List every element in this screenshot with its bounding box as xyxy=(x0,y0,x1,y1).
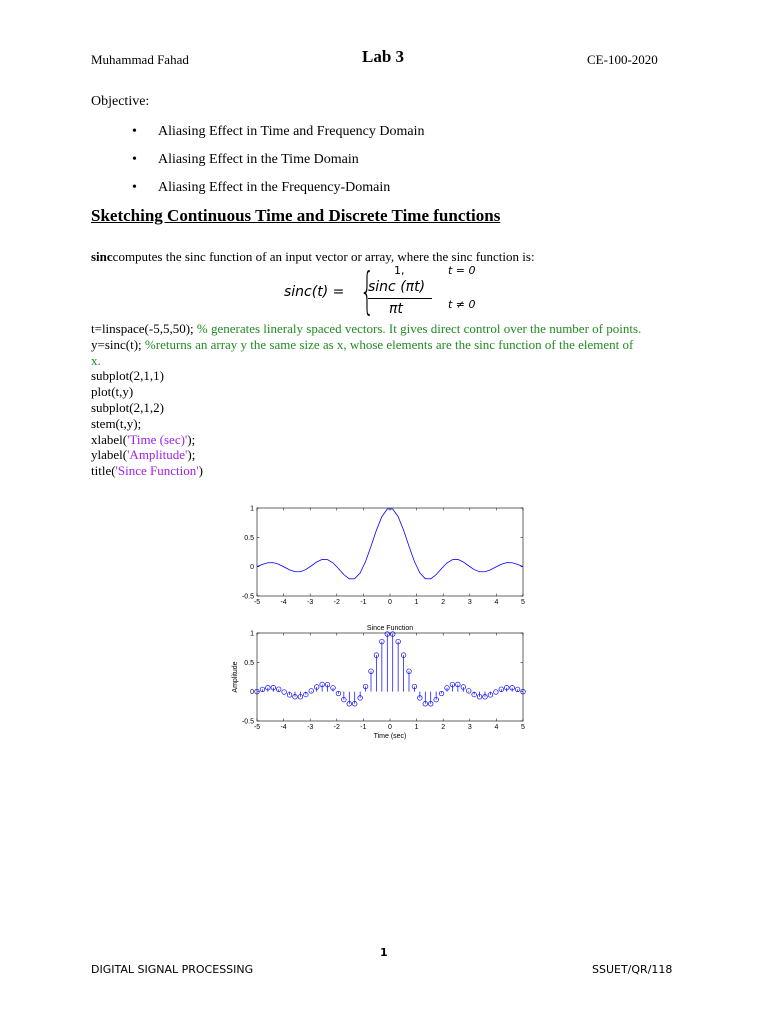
x-tick-label: 4 xyxy=(494,599,499,606)
roll-number: CE-100-2020 xyxy=(587,52,658,67)
x-tick-label: -1 xyxy=(360,599,367,606)
intro-text: computes the sinc function of an input vector or array, where the sinc function is: xyxy=(112,249,535,264)
x-tick-label: 1 xyxy=(414,724,419,731)
code-line xyxy=(91,447,691,463)
sinc-figure xyxy=(225,500,535,750)
footer-course: DIGITAL SIGNAL PROCESSING xyxy=(91,963,254,976)
footer-code: SSUET/QR/118 xyxy=(592,963,673,976)
equation-brace: { xyxy=(360,262,375,320)
y-tick-label: 1 xyxy=(250,505,254,513)
code-line: subplot(2,1,1) xyxy=(91,368,164,384)
plot-title: Since Function xyxy=(366,625,414,632)
x-tick-label: 3 xyxy=(467,599,472,606)
x-tick-label: -3 xyxy=(307,724,314,731)
code-text: ) xyxy=(198,463,203,479)
x-tick-label: -1 xyxy=(360,724,367,731)
x-tick-label: 2 xyxy=(441,724,446,731)
code-comment: %returns an array y the same size as x, whose elements are the sinc function of the element of xyxy=(144,336,634,352)
code-text: ); xyxy=(187,447,196,463)
objective-label: Objective: xyxy=(91,94,150,109)
code-line xyxy=(91,337,691,353)
x-tick-label: 2 xyxy=(441,599,446,606)
code-line: stem(t,y); xyxy=(91,415,142,431)
x-tick-label: -4 xyxy=(280,599,287,606)
code-line: subplot(2,1,2) xyxy=(91,399,164,415)
equation-lhs: sinc(t) = xyxy=(284,284,345,300)
x-tick-label: 1 xyxy=(414,599,419,606)
x-tick-label: -5 xyxy=(253,724,261,731)
code-comment: % generates lineraly spaced vectors. It gives direct control over the number of points. xyxy=(196,321,642,336)
y-tick-label: -0.5 xyxy=(241,593,254,601)
x-tick-label: -5 xyxy=(253,599,261,606)
code-text: xlabel( xyxy=(91,431,128,447)
objective-item: • Aliasing Effect in Time and Frequency Domain xyxy=(132,124,425,139)
page-number: 1 xyxy=(380,946,388,959)
objective-item-text: Aliasing Effect in Time and Frequency Domain xyxy=(158,124,425,139)
equation-case1-value: 1, xyxy=(394,264,405,277)
x-tick-label: 5 xyxy=(521,724,525,731)
objective-list xyxy=(130,118,424,202)
equation-case2-condition: t ≠ 0 xyxy=(448,298,476,311)
code-line xyxy=(91,463,691,479)
x-axis-label: Time (sec) xyxy=(373,733,407,740)
code-text: y=sinc(t); xyxy=(91,336,142,352)
code-string: 'Amplitude' xyxy=(127,447,188,463)
x-tick-label: -4 xyxy=(280,724,287,731)
code-comment: x. xyxy=(91,352,101,368)
objective-item-text: Aliasing Effect in the Time Domain xyxy=(158,152,359,167)
objective-item-text: Aliasing Effect in the Frequency-Domain xyxy=(158,180,391,195)
y-tick-label: -0.5 xyxy=(241,718,254,726)
x-tick-label: -2 xyxy=(333,599,340,606)
code-line xyxy=(91,353,691,369)
equation-case2-denominator: πt xyxy=(389,301,403,317)
equation-case1-condition: t = 0 xyxy=(448,264,476,277)
objective-item: • Aliasing Effect in the Frequency-Domain xyxy=(132,180,391,195)
code-text: ); xyxy=(187,431,196,447)
y-axis-label: Amplitude xyxy=(232,661,239,693)
code-string: 'Time (sec)' xyxy=(127,431,188,447)
x-tick-label: -2 xyxy=(333,724,340,731)
y-tick-label: 1 xyxy=(250,630,254,638)
code-line: plot(t,y) xyxy=(91,384,134,400)
y-tick-label: 0 xyxy=(250,689,254,697)
x-tick-label: 0 xyxy=(388,724,392,731)
x-tick-label: 3 xyxy=(467,724,472,731)
lab-title: Lab 3 xyxy=(362,47,405,66)
objective-item: • Aliasing Effect in the Time Domain xyxy=(132,152,359,167)
y-tick-label: 0 xyxy=(250,564,254,572)
equation-case2-numerator: sinc (πt) xyxy=(368,279,426,295)
code-line xyxy=(91,432,691,448)
x-tick-label: 4 xyxy=(494,724,499,731)
intro-keyword: sinc xyxy=(91,249,113,264)
fraction-bar xyxy=(368,298,432,299)
code-text: t=linspace(-5,5,50); xyxy=(91,321,194,336)
code-text: ylabel( xyxy=(91,447,128,463)
x-tick-label: 5 xyxy=(521,599,525,606)
plot-frame xyxy=(257,508,523,596)
code-text: title( xyxy=(91,463,116,479)
section-heading: Sketching Continuous Time and Discrete Time functions xyxy=(91,206,501,225)
y-tick-label: 0.5 xyxy=(244,659,254,667)
sinc-equation xyxy=(284,262,504,320)
x-tick-label: -3 xyxy=(307,599,314,606)
plot-frame xyxy=(257,633,523,721)
y-tick-label: 0.5 xyxy=(244,534,254,542)
code-string: 'Since Function' xyxy=(115,463,199,479)
code-block xyxy=(91,321,691,479)
x-tick-label: 0 xyxy=(388,599,392,606)
author-name: Muhammad Fahad xyxy=(91,52,189,67)
code-line xyxy=(91,321,691,337)
